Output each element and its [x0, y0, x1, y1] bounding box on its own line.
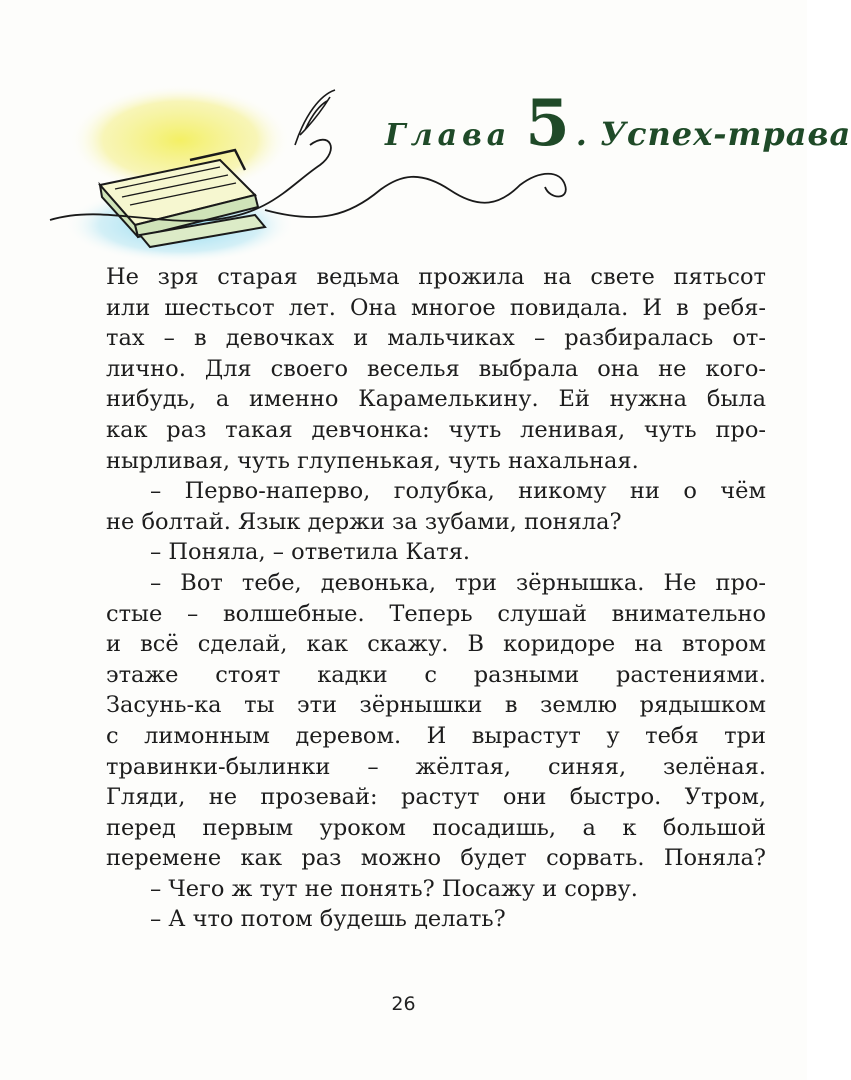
chapter-title — [385, 86, 851, 172]
text-line: – Поняла, – ответила Катя. — [150, 539, 471, 566]
text-line: нырливая, чуть глупенькая, чуть нахальная. — [106, 447, 639, 474]
text-line: Гляди, не прозевай: растут они быстро. Утром, — [106, 784, 766, 811]
text-line: Засунь-ка ты эти зёрнышки в землю рядышком — [106, 692, 766, 719]
text-line: как раз такая девчонка: чуть ленивая, чуть про- — [106, 416, 766, 443]
chapter-name: . Успех-трава — [575, 115, 851, 153]
text-line: с лимонным деревом. И вырастут у тебя три — [106, 722, 766, 749]
text-line: нибудь, а именно Карамелькину. Ей нужна была — [106, 386, 766, 413]
text-line: Не зря старая ведьма прожила на свете пятьсот — [106, 264, 766, 290]
text-line: – Вот тебе, девонька, три зёрнышка. Не про- — [150, 569, 766, 596]
text-line: или шестьсот лет. Она многое повидала. И в ребя- — [106, 294, 766, 321]
text-line: и всё сделай, как скажу. В коридоре на втором — [106, 631, 766, 658]
body-text — [106, 262, 766, 935]
chapter-number: 5 — [525, 86, 570, 161]
text-line: травинки-былинки – жёлтая, синяя, зелёная. — [106, 753, 766, 780]
text-line: стые – волшебные. Теперь слушай внимательно — [106, 600, 766, 627]
text-line: этаже стоят кадки с разными растениями. — [106, 661, 766, 688]
text-line: лично. Для своего веселья выбрала она не кого- — [106, 355, 766, 382]
text-line: – Перво-наперво, голубка, никому ни о чём — [150, 478, 766, 505]
text-line: перемене как раз можно будет сорвать. Поняла? — [106, 845, 766, 872]
text-line: не болтай. Язык держи за зубами, поняла? — [106, 508, 622, 535]
text-line: – А что потом будешь делать? — [150, 906, 506, 933]
chapter-word: Глава — [385, 118, 512, 153]
text-line: перед первым уроком посадишь, а к большой — [106, 814, 766, 841]
page-number: 26 — [391, 993, 416, 1015]
text-line: – Чего ж тут не понять? Посажу и сорву. — [150, 875, 638, 902]
feather-stroke — [295, 90, 335, 145]
text-line: тах – в девочках и мальчиках – разбиралась от- — [106, 325, 766, 352]
